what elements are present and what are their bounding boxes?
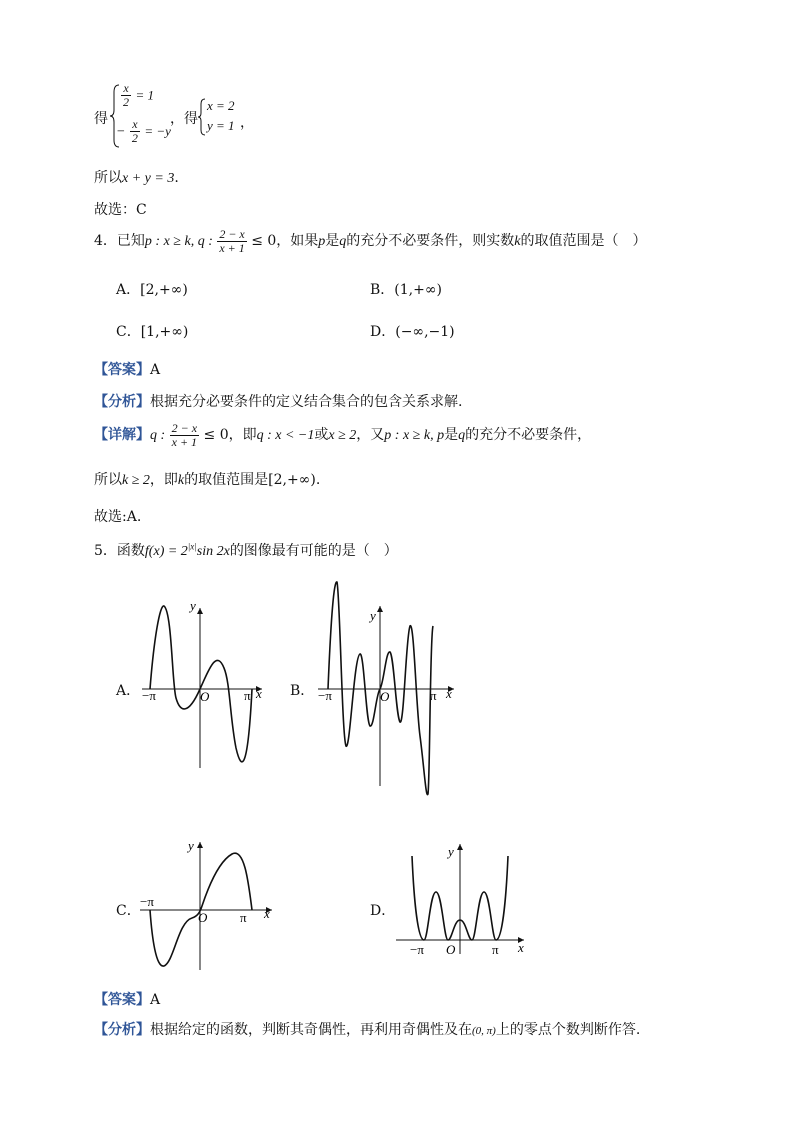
q4-analysis: 【分析】根据充分必要条件的定义结合集合的包含关系求解.: [94, 394, 463, 410]
graph-c-x-label: x: [264, 906, 270, 921]
res-end: ，: [240, 115, 254, 131]
graph-option-b[interactable]: [288, 576, 464, 800]
q5-answer: 【答案】A: [94, 992, 161, 1008]
q4-conclusion: 所以k ≥ 2，即k的取值范围是[2,+∞).: [94, 472, 321, 488]
eq1: $\frac{x}{2}$ = 1: [123, 81, 154, 109]
graph-a-plot: [112, 598, 272, 778]
graph-c-label: C．: [116, 903, 141, 919]
graph-a-pos-pi: π: [244, 688, 251, 703]
graph-a-label: A．: [116, 683, 141, 699]
graph-a-x-label: x: [256, 686, 262, 701]
q4-detail: 【详解】q : $\frac{2 - x}{x + 1}$ ≤ 0，即q : x < −1或x ≥ 2，又p : x ≥ k, p是q的充分不必要条件，: [94, 420, 592, 449]
therefore-line: 所以x + y = 3.: [94, 170, 179, 186]
q4-answer: 【答案】A: [94, 362, 161, 378]
graph-b-x-label: x: [446, 686, 452, 701]
graph-a-origin: O: [200, 689, 210, 704]
brace-icon: [198, 98, 206, 136]
graph-c-y-label: y: [188, 838, 194, 853]
graph-b-y-label: y: [370, 608, 376, 623]
graph-option-c[interactable]: [112, 838, 282, 974]
de-text: 得: [94, 111, 108, 127]
graph-d-neg-pi: −π: [410, 942, 424, 957]
q4-choice: 故选:A.: [94, 509, 142, 525]
q4-stem: 4．已知p : x ≥ k, q : $\frac{2 - x}{x + 1}$ ≤ 0，如果p是q的充分不必要条件，则实数k的取值范围是（ ）: [94, 226, 647, 255]
option-a[interactable]: A．[2,+∞): [116, 282, 188, 298]
option-c[interactable]: C．[1,+∞): [116, 324, 189, 340]
graph-d-y-label: y: [448, 844, 454, 859]
eq2: − $\frac{x}{2}$ = −y: [116, 117, 171, 145]
graph-c-origin: O: [198, 910, 208, 925]
graph-b-neg-pi: −π: [318, 688, 332, 703]
graph-option-d[interactable]: [368, 842, 534, 962]
graph-b-origin: O: [380, 689, 390, 704]
graph-a-y-label: y: [190, 598, 196, 613]
q5-analysis: 【分析】根据给定的函数，判断其奇偶性，再利用奇偶性及在(0, π)上的零点个数判断作答.: [94, 1022, 641, 1038]
graph-d-origin: O: [446, 942, 456, 957]
graph-d-label: D．: [370, 903, 396, 919]
res2: y = 1: [207, 118, 235, 133]
graph-d-pos-pi: π: [492, 942, 499, 957]
graph-c-plot: [112, 838, 282, 974]
choice-c: 故选：C: [94, 202, 147, 218]
graph-d-plot: [368, 842, 534, 962]
graph-d-x-label: x: [518, 940, 524, 955]
mid-text: ，得: [170, 111, 198, 127]
res1: x = 2: [207, 98, 235, 113]
graph-b-plot: [288, 576, 464, 800]
option-d[interactable]: D．(−∞,−1): [370, 324, 455, 340]
q5-stem: 5．函数$f(x) = 2^{|x|}\sin$ 2x的图像最有可能的是（ ）: [94, 541, 398, 559]
graph-b-pos-pi: π: [430, 688, 437, 703]
option-b[interactable]: B．(1,+∞): [370, 282, 442, 298]
graph-c-pos-pi: π: [240, 910, 247, 925]
graph-b-label: B．: [290, 683, 315, 699]
graph-a-neg-pi: −π: [142, 688, 156, 703]
graph-option-a[interactable]: [112, 598, 272, 778]
graph-c-neg-pi: −π: [140, 894, 154, 909]
